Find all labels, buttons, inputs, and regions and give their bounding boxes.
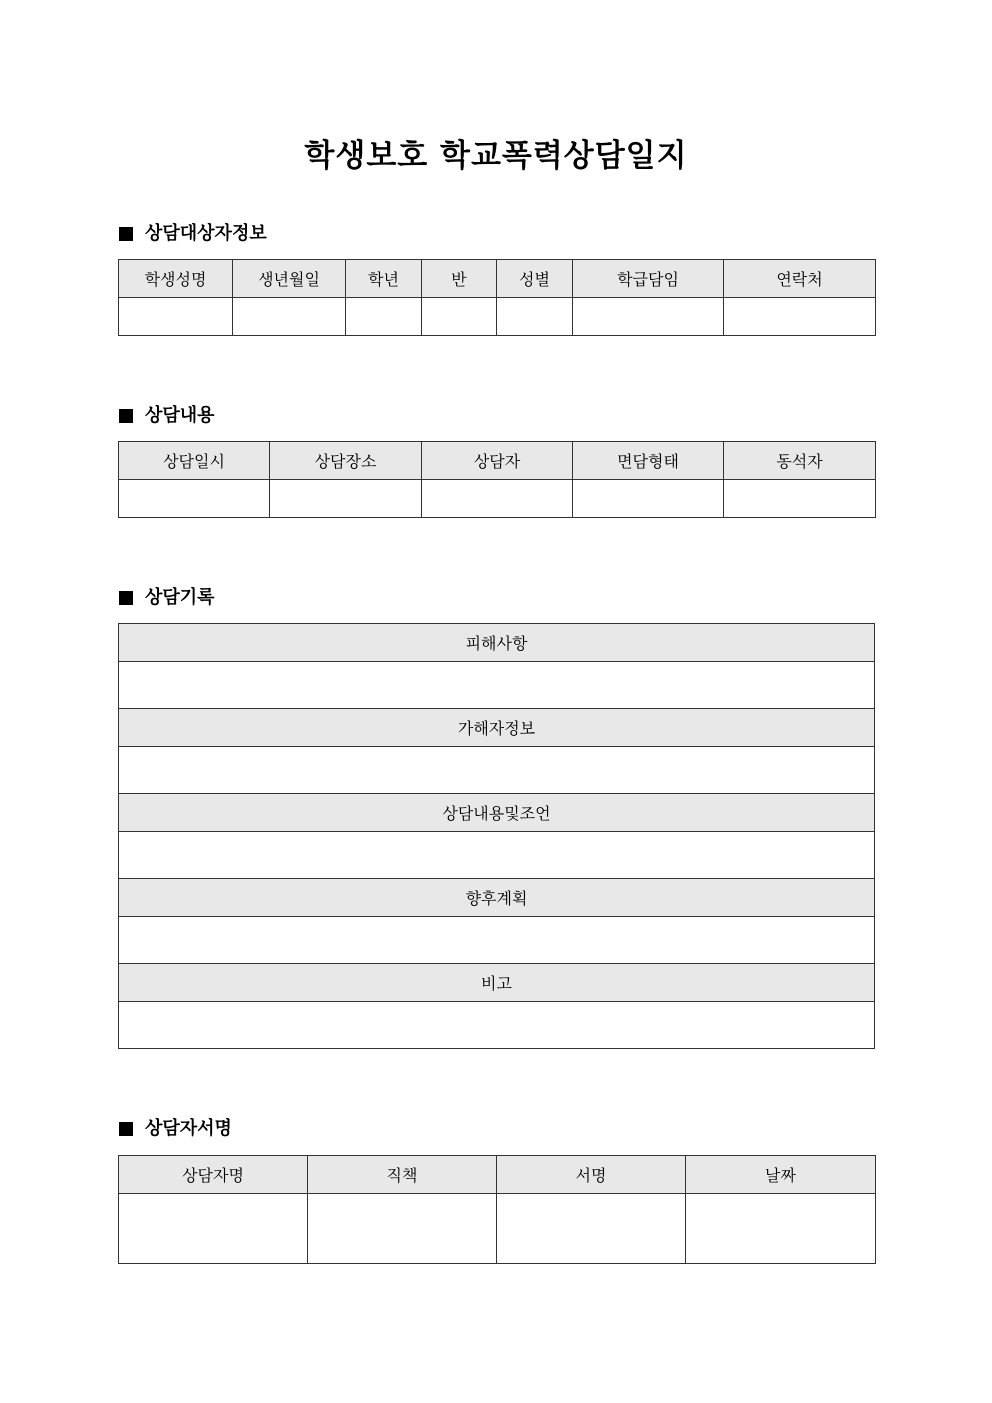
position-field[interactable] (308, 1194, 497, 1264)
table-row (119, 832, 875, 879)
column-header-counselor: 상담자 (422, 442, 573, 480)
record-header-offender-info: 가해자정보 (119, 709, 875, 747)
offender-info-field[interactable] (119, 747, 875, 794)
table-row (119, 298, 876, 336)
record-header-row (119, 794, 875, 832)
record-header-row (119, 624, 875, 662)
record-header-damage: 피해사항 (119, 624, 875, 662)
record-header-row (119, 879, 875, 917)
counsel-place-field[interactable] (270, 480, 422, 518)
birthdate-field[interactable] (233, 298, 346, 336)
square-bullet-icon (119, 1122, 133, 1136)
square-bullet-icon (119, 227, 133, 241)
table-header-row (119, 442, 876, 480)
record-header-row (119, 964, 875, 1002)
table-row (119, 917, 875, 964)
column-header-student-name: 학생성명 (119, 260, 233, 298)
column-header-position: 직책 (308, 1156, 497, 1194)
table-row (119, 480, 876, 518)
section-heading-label: 상담기록 (145, 587, 215, 608)
column-header-gender: 성별 (497, 260, 573, 298)
record-header-future-plan: 향후계획 (119, 879, 875, 917)
attendee-field[interactable] (724, 480, 876, 518)
record-header-counsel-advice: 상담내용및조언 (119, 794, 875, 832)
table-row (119, 662, 875, 709)
table-row (119, 747, 875, 794)
damage-field[interactable] (119, 662, 875, 709)
column-header-signature: 서명 (497, 1156, 686, 1194)
square-bullet-icon (119, 409, 133, 423)
counsel-advice-field[interactable] (119, 832, 875, 879)
student-name-field[interactable] (119, 298, 233, 336)
section-heading-signature (119, 1117, 232, 1141)
table-row (119, 1002, 875, 1049)
class-field[interactable] (422, 298, 497, 336)
remarks-field[interactable] (119, 1002, 875, 1049)
date-field[interactable] (686, 1194, 876, 1264)
column-header-counsel-place: 상담장소 (270, 442, 422, 480)
column-header-grade: 학년 (346, 260, 422, 298)
column-header-homeroom-teacher: 학급담임 (573, 260, 724, 298)
student-info-table (118, 259, 876, 336)
section-heading-label: 상담대상자정보 (145, 223, 267, 244)
column-header-counsel-datetime: 상담일시 (119, 442, 270, 480)
interview-type-field[interactable] (573, 480, 724, 518)
page-title: 학생보호 학교폭력상담일지 (304, 138, 688, 174)
counsel-info-table (118, 441, 876, 518)
signature-field[interactable] (497, 1194, 686, 1264)
section-heading-counsel-info (119, 404, 215, 428)
grade-field[interactable] (346, 298, 422, 336)
column-header-attendee: 동석자 (724, 442, 876, 480)
gender-field[interactable] (497, 298, 573, 336)
section-heading-label: 상담내용 (145, 405, 215, 426)
column-header-date: 날짜 (686, 1156, 876, 1194)
homeroom-teacher-field[interactable] (573, 298, 724, 336)
future-plan-field[interactable] (119, 917, 875, 964)
counsel-record-table (118, 623, 875, 1049)
column-header-contact: 연락처 (724, 260, 876, 298)
table-row (119, 1194, 876, 1264)
signature-table (118, 1155, 876, 1264)
section-heading-counsel-record (119, 586, 215, 610)
column-header-counselor-name: 상담자명 (119, 1156, 308, 1194)
counsel-datetime-field[interactable] (119, 480, 270, 518)
table-header-row (119, 260, 876, 298)
section-heading-student-info (119, 222, 267, 246)
table-header-row (119, 1156, 876, 1194)
section-heading-label: 상담자서명 (145, 1118, 232, 1139)
square-bullet-icon (119, 591, 133, 605)
record-header-row (119, 709, 875, 747)
counselor-field[interactable] (422, 480, 573, 518)
column-header-birthdate: 생년월일 (233, 260, 346, 298)
column-header-interview-type: 면담형태 (573, 442, 724, 480)
counselor-name-field[interactable] (119, 1194, 308, 1264)
column-header-class: 반 (422, 260, 497, 298)
contact-field[interactable] (724, 298, 876, 336)
record-header-remarks: 비고 (119, 964, 875, 1002)
